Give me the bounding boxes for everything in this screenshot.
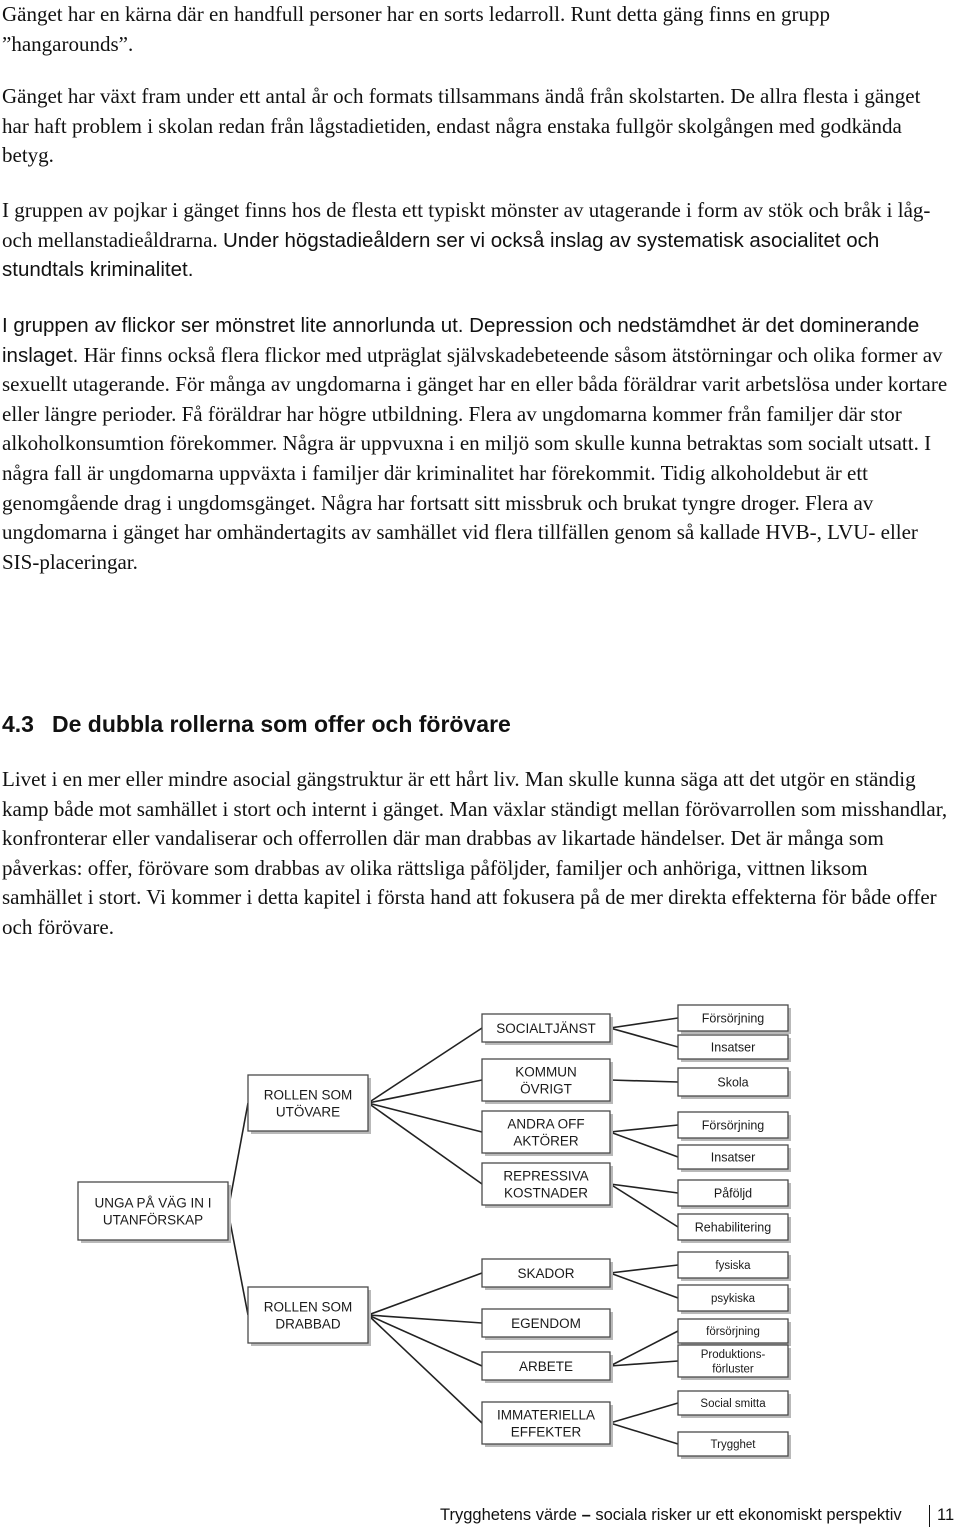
leaf-box: [678, 1068, 791, 1099]
victim-cost-box: [482, 1402, 613, 1447]
role-victim-box-label: DRABBAD: [275, 1316, 341, 1332]
paragraph-boys: [2, 196, 952, 285]
role-link: [368, 1273, 482, 1315]
perpetrator-cost-box-label: REPRESSIVA: [503, 1168, 589, 1184]
leaf-link: [610, 1125, 678, 1132]
sentence: I gruppen av flickor ser mönstret lite annorlunda ut. Depression och nedstämdhet är det dominerande inslaget.: [2, 314, 920, 367]
victim-cost-box-label: IMMATERIELLA: [496, 1407, 596, 1423]
leaf-link: [610, 1028, 678, 1047]
paragraph-gang-growth: [2, 82, 952, 171]
role-victim-box-label: ROLLEN SOM: [263, 1299, 353, 1315]
leaf-box-label: fysiska: [715, 1260, 751, 1273]
perpetrator-cost-box-label: ÖVRIGT: [520, 1081, 572, 1097]
perpetrator-cost-box-label: KOMMUN: [515, 1064, 577, 1080]
leaf-link: [610, 1018, 678, 1028]
leaf-box-label: psykiska: [710, 1293, 756, 1306]
leaf-link: [610, 1361, 678, 1366]
footer-title-part2: sociala risker ur ett ekonomiskt perspektiv: [595, 1506, 902, 1524]
leaf-box-label: Påföljd: [713, 1186, 753, 1201]
root-box: [78, 1182, 231, 1243]
sentence: Flera av ungdomarna kommer från familjer där stor alkoholkonsumtion förekommer.: [2, 401, 902, 456]
role-perpetrator-box: [248, 1075, 371, 1134]
leaf-box: [678, 1391, 791, 1418]
leaf-box-label: Trygghet: [710, 1439, 756, 1452]
sentence: Några har fortsatt sitt missbruk och brukat tyngre droger.: [321, 490, 800, 515]
page-footer: [440, 1505, 960, 1529]
leaf-box: [678, 1252, 791, 1281]
victim-cost-box: [482, 1352, 613, 1383]
leaf-link: [610, 1331, 678, 1366]
leaf-box-label: förluster: [712, 1363, 754, 1376]
root-box-label: UNGA PÅ VÄG IN I: [94, 1195, 212, 1211]
role-link: [368, 1315, 482, 1366]
sentence: Det är många som påverkas: offer, förövare som drabbas av olika rättsliga påföljder, familjer och anhöriga, vittnen liksom samhället i stort.: [2, 826, 884, 910]
root-box-label: UTANFÖRSKAP: [102, 1212, 204, 1228]
sentence: Vi kommer i detta kapitel i första hand att fokusera på de mer direkta effekterna för både offer och förövare.: [2, 885, 937, 939]
leaf-box-label: Insatser: [710, 1040, 756, 1055]
victim-cost-box: [482, 1259, 613, 1290]
leaf-box-label: Insatser: [710, 1150, 756, 1165]
sentence: Här finns också flera flickor med utpräglat självskadebeteende såsom ätstörningar och olika former av sexuellt utagerande.: [2, 342, 943, 397]
leaf-link: [610, 1273, 678, 1298]
victim-cost-box: [482, 1309, 613, 1340]
sentence: Gänget har växt fram under ett antal år och formats tillsammans ändå från skolstarten. De allra flesta i gänget har haft problem i skolan redan från lågstadietiden, endast några enstaka fullgör skolgången med godkända betyg.: [2, 84, 921, 168]
leaf-box: [678, 1319, 791, 1346]
role-link: [368, 1315, 482, 1423]
leaf-box: [678, 1432, 791, 1459]
leaf-box: [678, 1285, 791, 1314]
role-perpetrator-box-label: UTÖVARE: [275, 1104, 341, 1120]
sentence: I gruppen av pojkar i gänget finns hos de flesta ett typiskt mönster av utagerande i form av stök och bråk i låg- och mellanstadieåldrarna.: [2, 198, 931, 252]
section-title: De dubbla rollerna som offer och förövare: [52, 711, 511, 737]
perpetrator-cost-box-label: SOCIALTJÄNST: [496, 1020, 596, 1036]
leaf-box-label: Social smitta: [700, 1398, 766, 1411]
sentence: Gänget har en kärna där en handfull personer har en sorts ledarroll. Runt detta gäng finns en grupp ”hangarounds”.: [2, 2, 831, 56]
sentence: I några fall är ungdomarna uppväxta i familjer där kriminalitet har förekommit.: [2, 431, 932, 485]
victim-cost-box-label: EFFEKTER: [510, 1424, 582, 1440]
perpetrator-cost-box: [482, 1059, 613, 1104]
victim-cost-box-label: SKADOR: [517, 1265, 575, 1281]
role-perpetrator-box-label: ROLLEN SOM: [263, 1087, 353, 1103]
role-victim-box: [248, 1287, 371, 1346]
leaf-link: [610, 1403, 678, 1423]
victim-cost-box-label: ARBETE: [518, 1358, 574, 1374]
section-number: 4.3: [2, 711, 34, 737]
leaf-box-label: Skola: [717, 1075, 749, 1090]
sentence: Under högstadieåldern ser vi också inslag av systematisk asocialitet och stundtals kriminalitet.: [2, 228, 880, 282]
footer-title-part1: Trygghetens värde: [440, 1506, 577, 1524]
leaf-link: [610, 1184, 678, 1227]
sentence: Livet i en mer eller mindre asocial gängstruktur är ett hårt liv. Man skulle kunna säga att det utgör en ständig kamp både mot samhället i stort och internt i gänget.: [2, 767, 916, 821]
paragraph-section-intro: [2, 765, 952, 943]
leaf-box: [678, 1180, 791, 1209]
leaf-box-label: Försörjning: [701, 1011, 765, 1026]
leaf-box: [678, 1214, 791, 1243]
victim-cost-box-label: EGENDOM: [511, 1315, 581, 1331]
paragraph-gang-core: [2, 0, 952, 59]
leaf-link: [610, 1080, 678, 1082]
leaf-box: [678, 1345, 791, 1380]
section-heading: [2, 706, 511, 742]
role-link: [368, 1103, 482, 1184]
leaf-link: [610, 1265, 678, 1273]
leaf-box-label: försörjning: [706, 1326, 760, 1339]
sentence: Man växlar ständigt mellan förövarrollen som misshandlar, konfronterar eller vandaliserar och offerrollen där man drabbas av likartade händelser.: [2, 796, 948, 851]
leaf-link: [610, 1423, 678, 1444]
footer-dash: –: [581, 1506, 591, 1524]
leaf-box: [678, 1035, 791, 1062]
leaf-box-label: Produktions-: [700, 1348, 766, 1361]
sentence: För många av ungdomarna i gänget har en eller båda föräldrar varit arbetslösa under kortare eller längre perioder.: [2, 372, 948, 426]
leaf-box: [678, 1005, 791, 1034]
sentence: Få föräldrar har högre utbildning.: [181, 401, 464, 426]
leaf-box-label: Försörjning: [701, 1118, 765, 1133]
role-link: [368, 1103, 482, 1132]
perpetrator-cost-box: [482, 1163, 613, 1208]
roles-tree-diagram: [0, 995, 960, 1475]
footer-title: [440, 1506, 902, 1525]
sentence: Flera av ungdomarna i gänget har omhändertagits av samhället vid flera tillfällen genom så kallade HVB-, LVU- eller SIS-placeringar.: [2, 490, 918, 574]
footer-divider: [929, 1505, 930, 1527]
leaf-link: [610, 1132, 678, 1157]
page-number: 11: [937, 1506, 955, 1524]
perpetrator-cost-box-label: ANDRA OFF: [507, 1116, 585, 1132]
perpetrator-cost-box-label: AKTÖRER: [513, 1133, 579, 1149]
leaf-box: [678, 1145, 791, 1172]
perpetrator-cost-box-label: KOSTNADER: [503, 1185, 589, 1201]
perpetrator-cost-box: [482, 1014, 613, 1045]
leaf-box: [678, 1112, 791, 1141]
leaf-link: [610, 1184, 678, 1193]
perpetrator-cost-box: [482, 1111, 613, 1156]
paragraph-girls: [2, 311, 952, 577]
sentence: Några är uppvuxna i en miljö som skulle kunna betraktas som socialt utsatt.: [282, 431, 919, 456]
leaf-box-label: Rehabilitering: [694, 1220, 772, 1235]
sentence: Tidig alkoholdebut är ett genomgående drag i ungdomsgänget.: [2, 460, 869, 515]
